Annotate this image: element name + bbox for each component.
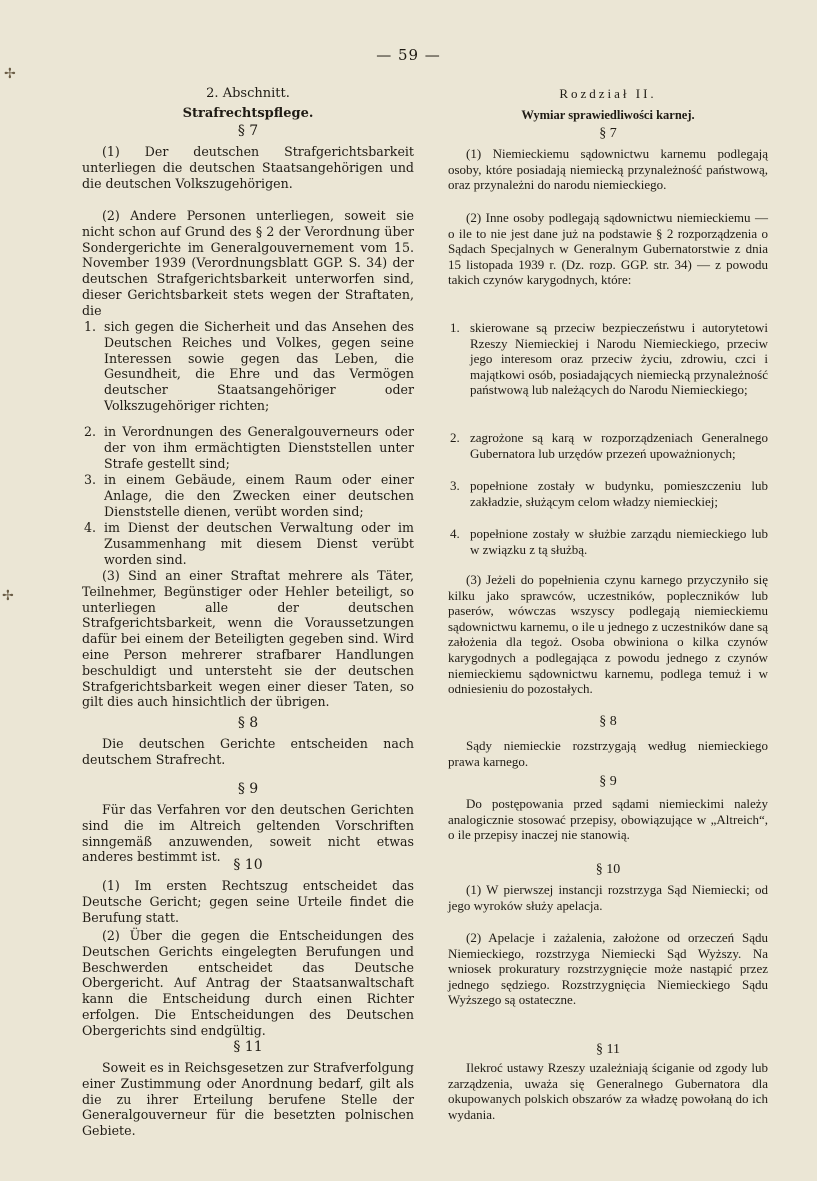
section-11-heading: § 11 — [596, 1042, 620, 1057]
section-8-heading: § 8 — [237, 715, 259, 731]
section-11-paragraph: Soweit es in Reichsgesetzen zur Strafverfolgung einer Zustimmung oder Anordnung bedarf, gilt als die zu ihrer Erteilung berufene Stelle der Generalgouverneur für die besetzten polnischen Gebiete. — [82, 1060, 414, 1139]
list-item-text: zagrożone są karą w rozporządzeniach Generalnego Gubernatora lub urzędów przezeń upoważnionych; — [470, 430, 768, 461]
section-7-paragraph-3: (3) Sind an einer Straftat mehrere als Täter, Teilnehmer, Begünstiger oder Hehler beteiligt, so unterliegen alle der deutschen Strafgerichtsbarkeit, wenn die Voraussetzungen dafür bei einem der Beteiligten gegeben sind. Wird eine Person mehrerer strafbarer Handlungen beschuldigt und untersteht sie der deutschen Strafgerichtsbarkeit wegen einer dieser Taten, so gilt dies auch hinsichtlich der übrigen. — [82, 568, 414, 710]
section-8-heading: § 8 — [599, 714, 617, 729]
list-item — [84, 472, 414, 519]
chapter-heading: 2. Abschnitt. — [206, 86, 290, 101]
section-10-paragraph-2: (2) Apelacje i zażalenia, założone od orzeczeń Sądu Niemieckiego, rozstrzyga Niemiecki Sąd Wyższy. Na wniosek prokuratury rozstrzygnięcie może nastąpić przez jednego sędziego. Rozstrzygnięcia Niemieckiego Sądu Wyższego są ostateczne. — [448, 930, 768, 1008]
margin-mark: ✢ — [4, 66, 16, 82]
list-item — [450, 320, 768, 398]
section-9-heading: § 9 — [599, 774, 617, 789]
section-10-paragraph-1: (1) W pierwszej instancji rozstrzyga Sąd Niemiecki; od jego wyroków służy apelacja. — [448, 882, 768, 913]
section-7-paragraph-3: (3) Jeżeli do popełnienia czynu karnego przyczyniło się kilku jako sprawców, uczestników, popleczników lub paserów, wówczas wszyscy podlegają niemieckiemu sądownictwu karnemu, o ile u jednego z uczestników dane są założenia dla tegoż. Osoba obwiniona o kilka czynów karygodnych a podlegająca z powodu jednego z czynów niemieckiemu sądownictwu karnemu, podlega temuż i w odniesieniu do pozostałych. — [448, 572, 768, 697]
section-11-heading: § 11 — [233, 1039, 263, 1055]
list-item — [84, 520, 414, 567]
list-item — [84, 319, 414, 414]
list-item-text: in Verordnungen des Generalgouverneurs oder der von ihm ermächtigten Dienststellen unter Strafe gestellt sind; — [104, 424, 414, 471]
list-item-text: popełnione zostały w służbie zarządu niemieckiego lub w związku z tą służbą. — [470, 526, 768, 557]
section-9-heading: § 9 — [237, 781, 259, 797]
list-item-number: 1. — [450, 320, 460, 335]
chapter-title: Strafrechtspflege. — [182, 106, 314, 121]
section-10-paragraph-2: (2) Über die gegen die Entscheidungen des Deutschen Gerichts eingelegten Berufungen und Beschwerden entscheidet das Deutsche Obergericht. Auf Antrag der Staatsanwaltschaft kann die Entscheidung durch einen Richter erfolgen. Die Entscheidungen des Deutschen Obergerichts sind endgültig. — [82, 928, 414, 1038]
page-number: — 59 — — [376, 46, 441, 64]
section-7-heading: § 7 — [237, 123, 259, 139]
list-item-text: popełnione zostały w budynku, pomieszczeniu lub zakładzie, służącym celom władzy niemieckiej; — [470, 478, 768, 509]
section-8-paragraph: Die deutschen Gerichte entscheiden nach deutschem Strafrecht. — [82, 736, 414, 767]
section-7-heading: § 7 — [599, 126, 617, 141]
list-item-text: skierowane są przeciw bezpieczeństwu i autorytetowi Rzeszy Niemieckiej i Narodu Niemieckiego, przeciw jego interesom oraz przeciw życiu, zdrowiu, czci i majątkowi osób, posiadających niemiecką przynależność państwową lub należących do Narodu Niemieckiego; — [470, 320, 768, 398]
section-9-paragraph: Do postępowania przed sądami niemieckimi należy analogicznie stosować przepisy, obowiązujące w „Altreich“, o ile przepisy inaczej nie stanowią. — [448, 796, 768, 843]
list-item — [84, 424, 414, 471]
list-item-number: 1. — [84, 319, 97, 334]
list-item — [450, 430, 768, 461]
list-item-number: 4. — [450, 526, 460, 541]
list-item — [450, 478, 768, 509]
list-item — [450, 526, 768, 557]
section-7-paragraph-2: (2) Inne osoby podlegają sądownictwu niemieckiemu — o ile to nie jest dane już na podstawie § 2 rozporządzenia o Sądach Specjalnych w Generalnym Gubernatorstwie z dnia 15 listopada 1939 r. (Dz. rozp. GGP. str. 34) — z powodu takich czynów karygodnych, które: — [448, 210, 768, 288]
list-item-text: in einem Gebäude, einem Raum oder einer Anlage, die den Zwecken einer deutschen Dienststelle dienen, verübt worden sind; — [104, 472, 414, 519]
list-item-number: 2. — [450, 430, 460, 445]
section-11-paragraph: Ilekroć ustawy Rzeszy uzależniają ściganie od zgody lub zarządzenia, uważa się Generalnego Gubernatora dla okupowanych polskich obszarów za władzę powołaną do ich wydania. — [448, 1060, 768, 1122]
section-7-paragraph-1: (1) Niemieckiemu sądownictwu karnemu podlegają osoby, które posiadają niemiecką przynależność państwową, oraz przynależni do narodu niemieckiego. — [448, 146, 768, 193]
section-8-paragraph: Sądy niemieckie rozstrzygają według niemieckiego prawa karnego. — [448, 738, 768, 769]
section-7-paragraph-2: (2) Andere Personen unterliegen, soweit sie nicht schon auf Grund des § 2 der Verordnung über Sondergerichte im Generalgouvernement vom 15. November 1939 (Verordnungsblatt GGP. S. 34) der deutschen Strafgerichtsbarkeit unterworfen sind, dieser Gerichtsbarkeit stets wegen der Straftaten, die — [82, 208, 414, 318]
section-10-heading: § 10 — [233, 857, 263, 873]
section-9-paragraph: Für das Verfahren vor den deutschen Gerichten sind die im Altreich geltenden Vorschriften sinngemäß anzuwenden, soweit nicht etwas anderes bestimmt ist. — [82, 802, 414, 865]
list-item-number: 3. — [450, 478, 460, 493]
section-10-paragraph-1: (1) Im ersten Rechtszug entscheidet das Deutsche Gericht; gegen seine Urteile findet die Berufung statt. — [82, 878, 414, 925]
section-10-heading: § 10 — [595, 862, 621, 877]
list-item-text: im Dienst der deutschen Verwaltung oder im Zusammenhang mit diesem Dienst verübt worden sind. — [104, 520, 414, 567]
list-item-number: 3. — [84, 472, 97, 487]
section-7-paragraph-1: (1) Der deutschen Strafgerichtsbarkeit unterliegen die deutschen Staatsangehörigen und die deutschen Volkszugehörigen. — [82, 144, 414, 191]
chapter-heading: Rozdział II. — [559, 86, 657, 101]
list-item-number: 2. — [84, 424, 97, 439]
list-item-number: 4. — [84, 520, 97, 535]
list-item-text: sich gegen die Sicherheit und das Ansehen des Deutschen Reiches und Volkes, gegen seine Interessen sowie gegen das Leben, die Gesundheit, die Ehre und das Vermögen deutscher Staatsangehöriger oder Volkszugehöriger richten; — [104, 319, 414, 413]
margin-mark: ✢ — [2, 588, 14, 604]
chapter-title: Wymiar sprawiedliwości karnej. — [521, 108, 695, 122]
